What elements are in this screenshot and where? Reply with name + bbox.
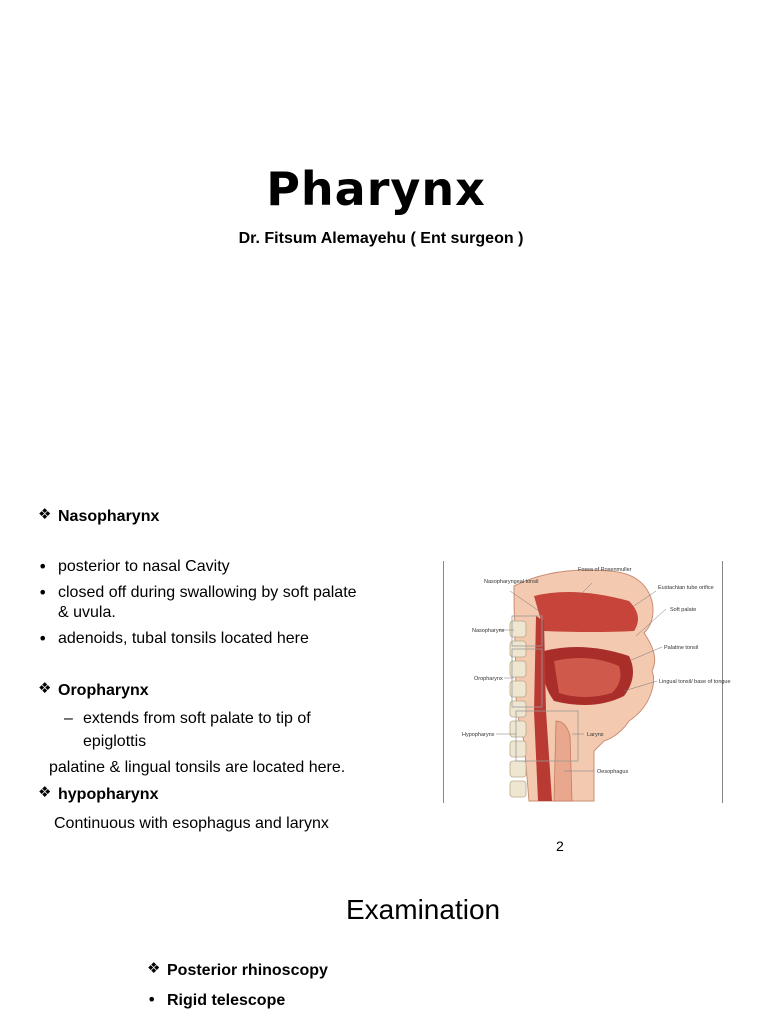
round-bullet-icon: • bbox=[38, 557, 48, 576]
round-bullet-icon: • bbox=[147, 990, 157, 1009]
round-bullet-icon: • bbox=[38, 629, 48, 648]
nasopharynx-bullet-2-cont: & uvula. bbox=[58, 604, 116, 621]
oropharynx-sub-line-1: extends from soft palate to tip of bbox=[83, 710, 311, 727]
label-hypopharynx: Hypopharynx bbox=[462, 732, 495, 738]
label-soft-palate: Soft palate bbox=[670, 607, 697, 613]
hypopharynx-note: Continuous with esophagus and larynx bbox=[54, 815, 329, 832]
label-larynx: Larynx bbox=[587, 732, 604, 738]
page-number: 2 bbox=[556, 838, 564, 854]
pharynx-anatomy-figure bbox=[443, 561, 731, 803]
diamond-bullet-icon: ❖ bbox=[38, 505, 52, 523]
pharynx-anatomy-illustration bbox=[444, 561, 731, 803]
examination-title: Examination bbox=[346, 894, 501, 925]
label-oesophagus: Oesophagus bbox=[597, 769, 629, 775]
slide-title: Pharynx bbox=[266, 162, 486, 216]
diamond-bullet-icon: ❖ bbox=[38, 679, 52, 697]
label-nasopharyngeal-tonsil: Nasopharyngeal tonsil bbox=[484, 579, 539, 585]
round-bullet-icon: • bbox=[38, 583, 48, 602]
label-nasopharynx: Nasopharynx bbox=[472, 628, 505, 634]
diamond-bullet-icon: ❖ bbox=[38, 783, 52, 801]
dash-icon: – bbox=[64, 710, 73, 727]
nasopharynx-bullet-1: posterior to nasal Cavity bbox=[58, 558, 230, 575]
label-fossa: Fossa of Rosenmuller bbox=[578, 567, 632, 573]
oropharynx-note: palatine & lingual tonsils are located here. bbox=[49, 759, 346, 776]
exam-item-posterior-rhinoscopy: Posterior rhinoscopy bbox=[167, 962, 328, 979]
label-oropharynx: Oropharynx bbox=[474, 676, 503, 682]
oropharynx-heading: Oropharynx bbox=[58, 682, 149, 699]
diamond-bullet-icon: ❖ bbox=[147, 959, 161, 977]
label-eustachian: Eustachian tube orifice bbox=[658, 585, 714, 591]
nasopharynx-heading: Nasopharynx bbox=[58, 508, 160, 525]
hypopharynx-heading: hypopharynx bbox=[58, 786, 159, 803]
label-lingual-tonsil: Lingual tonsil/ base of tongue bbox=[659, 679, 731, 685]
exam-item-rigid-telescope: Rigid telescope bbox=[167, 992, 286, 1009]
label-palatine-tonsil: Palatine tonsil bbox=[664, 645, 699, 651]
oropharynx-sub-line-2: epiglottis bbox=[83, 733, 147, 750]
nasopharynx-bullet-2: closed off during swallowing by soft palate bbox=[58, 584, 357, 601]
slide-subtitle: Dr. Fitsum Alemayehu ( Ent surgeon ) bbox=[238, 230, 524, 247]
nasopharynx-bullet-3: adenoids, tubal tonsils located here bbox=[58, 630, 309, 647]
